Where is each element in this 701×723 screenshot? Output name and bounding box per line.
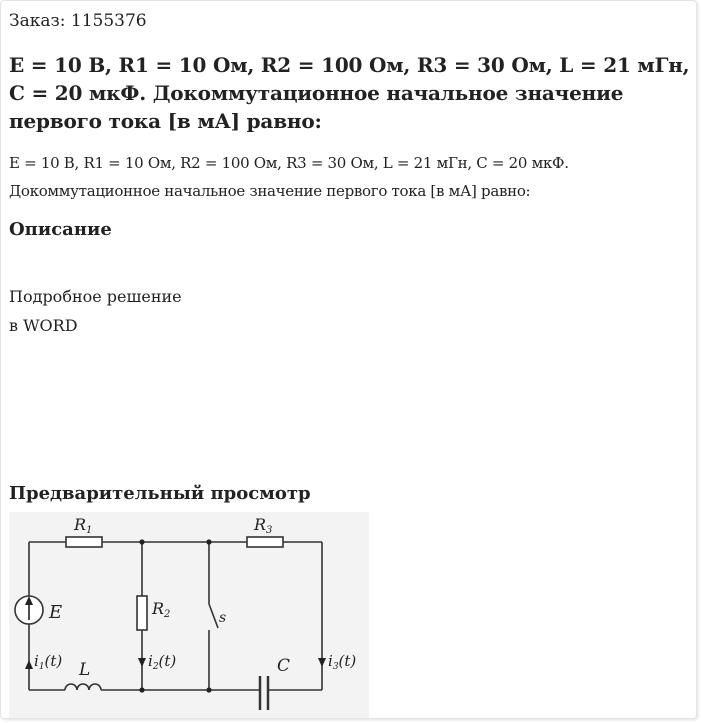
current-i3-label: $i_3(t)$ [328, 652, 357, 672]
current-i1-label: $i_1(t)$ [34, 652, 63, 672]
switch-s [209, 604, 218, 628]
current-arrow-i3 [318, 658, 326, 667]
problem-text-line: Докоммутационное начальное значение первого тока [в мА] равно: [9, 182, 531, 200]
resistor-r3 [247, 537, 283, 547]
junction-dot [139, 687, 144, 692]
problem-text-line: E = 10 В, R1 = 10 Ом, R2 = 100 Ом, R3 = 30 Ом, L = 21 мГн, C = 20 мкФ. [9, 154, 569, 172]
resistor-r1 [66, 537, 102, 547]
circuit-diagram [9, 512, 369, 718]
inductor-l [65, 684, 101, 690]
current-arrow-i2 [138, 658, 146, 667]
circuit-preview-image [9, 512, 369, 718]
description-line: Подробное решение [9, 287, 182, 306]
current-arrow-i1 [25, 660, 33, 669]
page-title: E = 10 В, R1 = 10 Ом, R2 = 100 Ом, R3 = 30 Ом, L = 21 мГн, C = 20 мкФ. Докоммутационное начальное значение первого тока [в мА] равно: [9, 53, 690, 133]
resistor-r2 [137, 596, 147, 630]
source-label: E [49, 602, 63, 623]
description-line: в WORD [9, 316, 78, 335]
r1-label: R1 [74, 515, 93, 536]
current-i2-label: $i_2(t)$ [148, 652, 177, 672]
junction-dot [139, 539, 144, 544]
inductor-label: L [79, 660, 91, 680]
order-number: Заказ: 1155376 [9, 11, 147, 31]
r3-label: R3 [254, 515, 273, 536]
preview-heading: Предварительный просмотр [9, 483, 311, 504]
switch-label: s [219, 610, 227, 626]
r2-label: R2 [152, 599, 171, 620]
junction-dot [206, 539, 211, 544]
description-text [9, 282, 182, 340]
junction-dot [206, 687, 211, 692]
description-heading: Описание [9, 219, 112, 240]
problem-text [9, 149, 694, 205]
capacitor-label: C [277, 656, 291, 676]
